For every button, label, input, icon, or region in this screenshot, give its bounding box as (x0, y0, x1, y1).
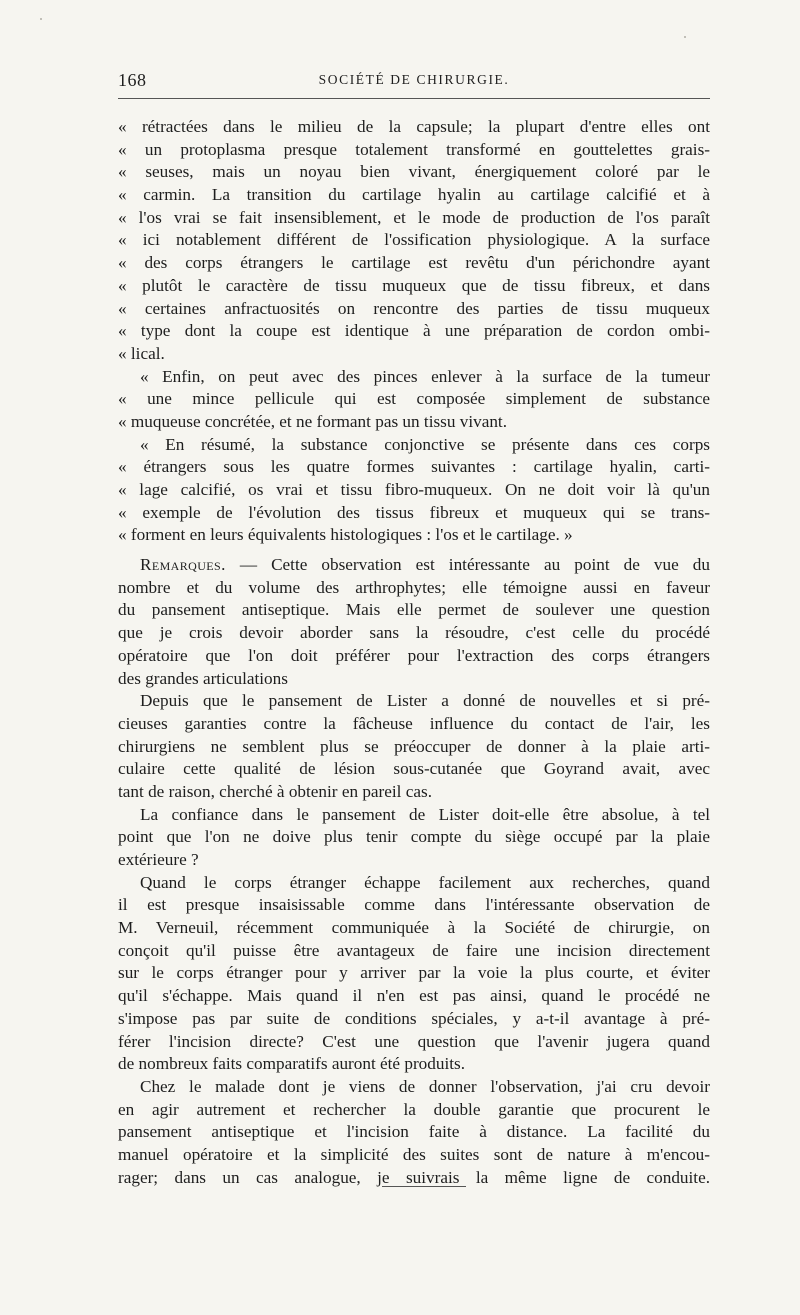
text-line: « ici notablement différent de l'ossification physiologique. A la surface (118, 230, 710, 250)
text-line: La confiance dans le pansement de Lister doit-elle être absolue, à tel (140, 804, 710, 824)
text-line: « muqueuse concrétée, et ne formant pas un tissu vivant. (118, 411, 507, 431)
paper-speck (684, 36, 686, 38)
paragraph-gap (118, 547, 710, 554)
page-header (118, 70, 710, 94)
text-line: Depuis que le pansement de Lister a donné de nouvelles et si pré- (140, 691, 710, 711)
quotation-paragraph (118, 366, 710, 434)
confiance-paragraph (118, 804, 710, 872)
remarques-first-line: — Cette observation est intéressante au point de vue du (225, 555, 710, 575)
lister-paragraph (118, 690, 710, 803)
text-line: « certaines anfractuosités on rencontre des parties de tissu muqueux (118, 298, 710, 318)
paper-speck (40, 18, 42, 20)
end-rule (382, 1186, 466, 1187)
text-line: Chez le malade dont je viens de donner l'observation, j'ai cru devoir (140, 1076, 710, 1096)
text-line: nombre et du volume des arthrophytes; elle témoigne aussi en faveur (118, 577, 710, 597)
text-line: pansement antiseptique et l'incision faite à distance. La facilité du (118, 1122, 710, 1142)
malade-paragraph (118, 1076, 710, 1189)
text-line: « plutôt le caractère de tissu muqueux que de tissu fibreux, et dans (118, 275, 710, 295)
text-line: « En résumé, la substance conjonctive se présente dans ces corps (140, 434, 710, 454)
text-line: tant de raison, cherché à obtenir en pareil cas. (118, 781, 432, 801)
text-line: « carmin. La transition du cartilage hyalin au cartilage calcifié et à (118, 185, 710, 205)
text-line: « des corps étrangers le cartilage est revêtu d'un périchondre ayant (118, 253, 710, 273)
text-line: extérieure ? (118, 850, 199, 869)
text-line: chirurgiens ne semblent plus se préoccuper de donner à la plaie arti- (118, 736, 710, 756)
body-text (118, 116, 710, 1189)
text-line: point que l'on ne doive plus tenir compte du siège occupé par la plaie (118, 827, 710, 847)
text-line: « une mince pellicule qui est composée simplement de substance (118, 389, 710, 409)
text-line: il est presque insaisissable comme dans l'intéressante observation de (118, 895, 710, 915)
text-line (118, 554, 710, 577)
text-line: « exemple de l'évolution des tissus fibreux et muqueux qui se trans- (118, 502, 710, 522)
text-line: rager; dans un cas analogue, je suivrais la même ligne de conduite. (118, 1167, 710, 1187)
header-rule (118, 98, 710, 99)
remarques-paragraph (118, 554, 710, 690)
text-line: en agir autrement et rechercher la double garantie que procurent le (118, 1099, 710, 1119)
quotation-paragraph (118, 116, 710, 366)
text-line: « seuses, mais un noyau bien vivant, énergiquement coloré par le (118, 162, 710, 182)
text-line: M. Verneuil, récemment communiquée à la Société de chirurgie, on (118, 918, 710, 938)
text-line: « un protoplasma presque totalement transformé en gouttelettes grais- (118, 139, 710, 159)
page-number: 168 (118, 70, 147, 90)
text-line: des grandes articulations (118, 668, 288, 688)
text-line: opératoire que l'on doit préférer pour l'extraction des corps étrangers (118, 645, 710, 665)
text-line: « lage calcifié, os vrai et tissu fibro-muqueux. On ne doit voir là qu'un (118, 480, 710, 499)
text-line: qu'il s'échappe. Mais quand il n'en est pas ainsi, quand le procédé ne (118, 986, 710, 1006)
text-line: de nombreux faits comparatifs auront été produits. (118, 1054, 465, 1074)
running-title: SOCIÉTÉ DE CHIRURGIE. (318, 72, 510, 87)
remarques-label: Remarques. (140, 555, 226, 575)
quotation-paragraph (118, 434, 710, 547)
text-line: « Enfin, on peut avec des pinces enlever à la surface de la tumeur (140, 366, 710, 386)
text-line: culaire cette qualité de lésion sous-cutanée que Goyrand avait, avec (118, 759, 710, 779)
text-line: « étrangers sous les quatre formes suivantes : cartilage hyalin, carti- (118, 457, 710, 477)
text-line: cieuses garanties contre la fâcheuse influence du contact de l'air, les (118, 713, 710, 733)
text-line: Quand le corps étranger échappe facilement aux recherches, quand (140, 872, 710, 892)
text-line: « l'os vrai se fait insensiblement, et le mode de production de l'os paraît (118, 207, 710, 227)
text-line: s'impose pas par suite de conditions spéciales, y a-t-il avantage à pré- (118, 1008, 710, 1028)
text-line: du pansement antiseptique. Mais elle permet de soulever une question (118, 600, 710, 620)
text-line: sur le corps étranger pour y arriver par la voie la plus courte, et éviter (118, 963, 710, 983)
quand-paragraph (118, 872, 710, 1076)
text-line: férer l'incision directe? C'est une question que l'avenir jugera quand (118, 1031, 710, 1051)
text-line: que je crois devoir aborder sans la résoudre, c'est celle du procédé (118, 623, 710, 643)
text-line: « lical. (118, 343, 165, 363)
text-line: « rétractées dans le milieu de la capsule; la plupart d'entre elles ont (118, 117, 710, 136)
text-line: « type dont la coupe est identique à une préparation de cordon ombi- (118, 321, 710, 341)
text-line: conçoit qu'il puisse être avantageux de faire une incision directement (118, 940, 710, 960)
text-line: « forment en leurs équivalents histologiques : l'os et le cartilage. » (118, 525, 573, 545)
text-line: manuel opératoire et la simplicité des suites sont de nature à m'encou- (118, 1144, 710, 1164)
